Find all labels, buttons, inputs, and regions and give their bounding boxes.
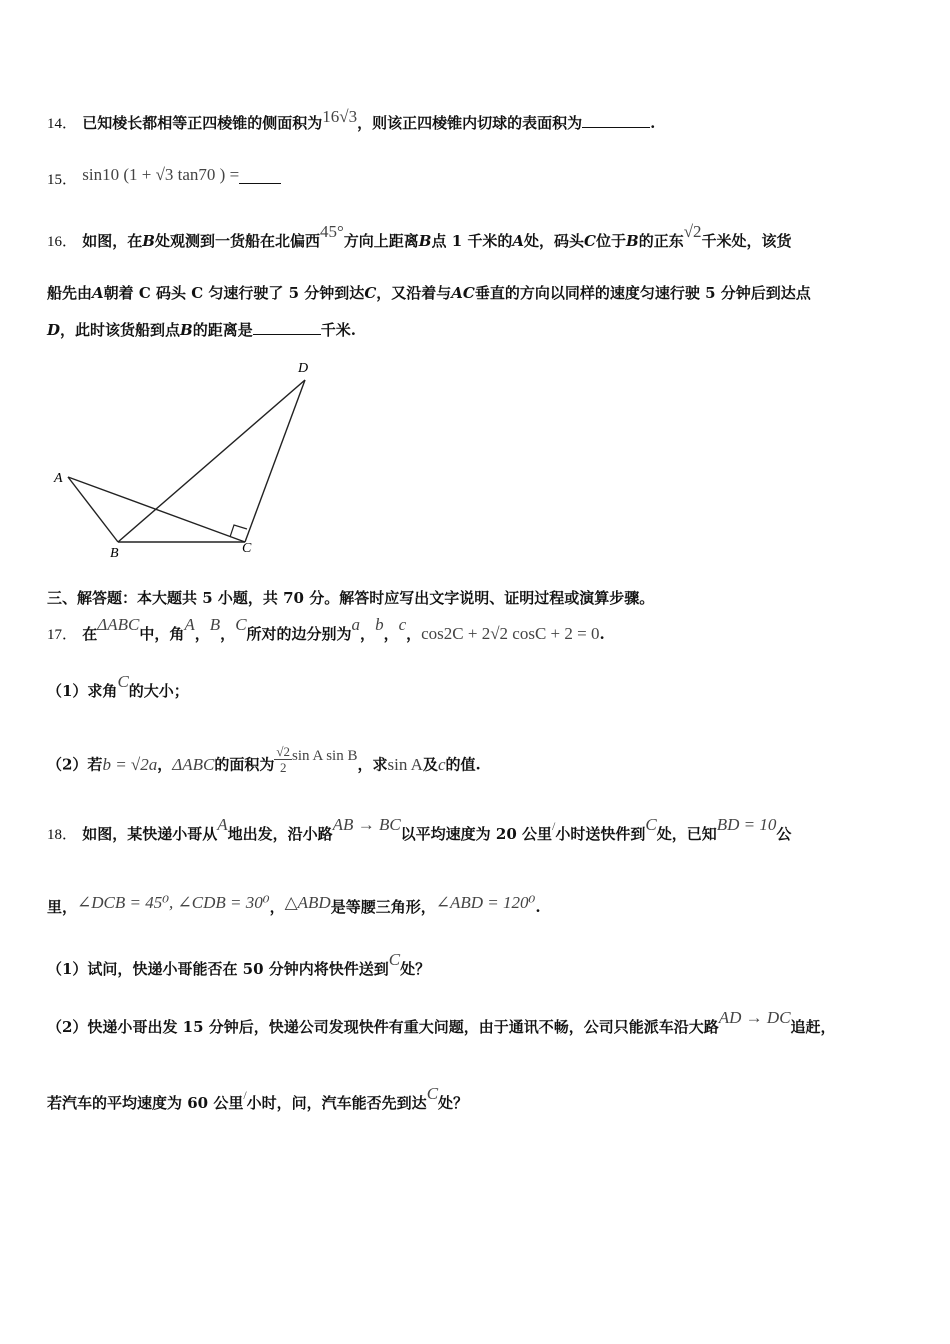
text: 以平均速度为 20 公里 <box>400 825 552 843</box>
text: （1）求角 <box>47 682 118 700</box>
question-text: . <box>650 114 656 132</box>
answer-blank[interactable] <box>582 113 650 128</box>
section-heading: 三、解答题：本大题共 5 小题，共 70 分。解答时应写出文字说明、证明过程或演算步骤。 <box>47 589 655 607</box>
math-var: A <box>184 615 195 634</box>
question-text: ，则该正四棱锥内切球的表面积为 <box>357 114 583 132</box>
segment-label: AC <box>451 284 475 302</box>
math-var: C <box>645 815 657 834</box>
label-D: D <box>298 361 309 376</box>
text: ， <box>194 625 210 643</box>
segment-BD <box>118 380 305 542</box>
math-angle: 45° <box>319 222 344 241</box>
question-16-line-1 <box>47 222 914 253</box>
math-equation: b = √2a <box>102 754 158 774</box>
fraction-denominator: 2 <box>279 760 287 775</box>
math-var: c <box>398 615 407 634</box>
question-number: 18． <box>47 827 78 843</box>
question-number: 15． <box>47 172 78 188</box>
text: 地出发，沿小路 <box>227 825 333 843</box>
math-triangle: ΔABC <box>172 754 215 774</box>
text: 及 <box>422 755 438 774</box>
text: （2）快递小哥出发 15 分钟后，快递公司发现快件有重大问题，由于通讯不畅，公司只能派车沿大路 <box>47 1018 719 1036</box>
segment-CD <box>245 380 305 542</box>
question-text: 已知棱长都相等正四棱锥的侧面积为 <box>82 114 323 132</box>
math-expression: 16√3 <box>322 107 358 126</box>
question-17 <box>47 615 914 646</box>
text: 所对的边分别为 <box>246 625 352 643</box>
label-B: B <box>110 546 119 561</box>
question-17-part-1 <box>47 672 914 702</box>
text: 处？ <box>400 960 431 978</box>
point-label: B <box>418 232 432 250</box>
text: 如图，在 <box>82 232 143 250</box>
question-18-part-2-cont <box>47 1084 914 1115</box>
text: 的距离是 <box>192 321 253 339</box>
label-A: A <box>54 471 63 486</box>
math-slash: / <box>552 819 556 833</box>
point-label: A <box>92 284 104 302</box>
math-expression: sin A sin B <box>292 747 358 764</box>
question-16-line-2 <box>47 282 914 304</box>
math-path: AB → BC <box>332 815 401 834</box>
question-18-line-1 <box>47 815 914 846</box>
text: 方向上距离 <box>343 232 419 250</box>
text: （2）若 <box>47 755 103 774</box>
text: 小时，问，汽车能否先到达 <box>246 1094 427 1112</box>
text: 的正东 <box>638 232 684 250</box>
text: ， <box>406 625 422 643</box>
text: 小时送快件到 <box>555 825 646 843</box>
question-15 <box>47 165 914 191</box>
math-var: c <box>437 754 446 774</box>
right-angle-mark <box>230 525 247 537</box>
math-triangle: △ABD <box>284 893 331 912</box>
text: 处？ <box>438 1094 469 1112</box>
text: . <box>535 898 541 916</box>
text: 点 1 千米的 <box>431 232 513 250</box>
question-number: 16． <box>47 234 78 250</box>
figure-16-diagram <box>40 352 330 562</box>
text: 公 <box>776 825 792 843</box>
label-C: C <box>242 541 252 556</box>
text: ， <box>220 625 236 643</box>
point-label: A <box>512 232 525 250</box>
math-path: AD → DC <box>718 1008 791 1027</box>
point-label: C <box>584 232 596 250</box>
math-equation: cos2C + 2√2 cosC + 2 = 0 <box>421 624 600 643</box>
question-14 <box>47 107 914 135</box>
text: ， <box>383 625 399 643</box>
math-var: C <box>117 672 129 691</box>
text: ，求 <box>357 755 388 774</box>
text: 的大小； <box>128 682 189 700</box>
text: ， <box>269 898 285 916</box>
text: 处观测到一货船在北偏西 <box>154 232 320 250</box>
point-label: B <box>142 232 155 250</box>
point-label: D <box>47 321 61 339</box>
text: 处，码头 <box>524 232 585 250</box>
text: 位于 <box>595 232 626 250</box>
math-angles: ∠DCB = 45⁰, ∠CDB = 30⁰ <box>77 893 270 912</box>
text: 里， <box>47 898 78 916</box>
text: ， <box>360 625 376 643</box>
math-angle: ∠ABD = 120⁰ <box>435 893 536 912</box>
question-18-part-2 <box>47 1008 914 1038</box>
math-var: B <box>209 615 221 634</box>
math-var: C <box>235 615 247 634</box>
math-slash: / <box>243 1088 247 1102</box>
math-var: a <box>351 615 361 634</box>
math-fraction <box>274 744 292 775</box>
math-var: b <box>375 615 384 634</box>
text: 船先由 <box>47 284 93 302</box>
question-17-part-2 <box>47 744 914 781</box>
math-expression: sin10 (1 + √3 tan70 ) = <box>82 165 240 184</box>
text: 的面积为 <box>214 755 275 774</box>
text: 中，角 <box>139 625 185 643</box>
question-number: 14． <box>47 116 78 132</box>
text: 的值. <box>445 755 481 774</box>
text: （1）试问，快递小哥能否在 50 分钟内将快件送到 <box>47 960 389 978</box>
text: ，此时该货船到点 <box>60 321 181 339</box>
text: 是等腰三角形， <box>330 898 436 916</box>
text: ，又沿着与 <box>376 284 452 302</box>
point-label: C <box>364 284 377 302</box>
question-16-line-3 <box>47 319 914 341</box>
point-label: B <box>180 321 193 339</box>
text: 垂直的方向以同样的速度匀速行驶 5 分钟后到达点 <box>474 284 811 302</box>
text: . <box>599 625 605 643</box>
math-sqrt: √2 <box>683 222 702 241</box>
answer-blank[interactable] <box>253 320 321 335</box>
math-expression: sin A <box>387 754 423 774</box>
fraction-numerator: √2 <box>276 744 291 759</box>
text: 千米处，该货 <box>701 232 792 250</box>
text: 千米. <box>320 321 356 339</box>
text: 追赶， <box>790 1018 836 1036</box>
math-var: A <box>217 815 228 834</box>
text: 如图，某快递小哥从 <box>82 825 218 843</box>
math-var: C <box>426 1084 439 1103</box>
text: ， <box>157 755 173 774</box>
text: 朝着 C 码头 C 匀速行驶了 5 分钟到达 <box>103 284 365 302</box>
text: 处，已知 <box>656 825 717 843</box>
math-triangle: ΔABC <box>97 615 140 634</box>
math-var: C <box>388 950 401 969</box>
point-label: B <box>626 232 639 250</box>
text: 若汽车的平均速度为 60 公里 <box>47 1094 244 1112</box>
text: 在 <box>82 625 98 643</box>
question-number: 17． <box>47 627 78 643</box>
answer-blank[interactable] <box>239 169 281 184</box>
math-equation: BD = 10 <box>716 815 777 834</box>
question-18-line-2 <box>47 893 914 918</box>
question-18-part-1 <box>47 950 914 980</box>
